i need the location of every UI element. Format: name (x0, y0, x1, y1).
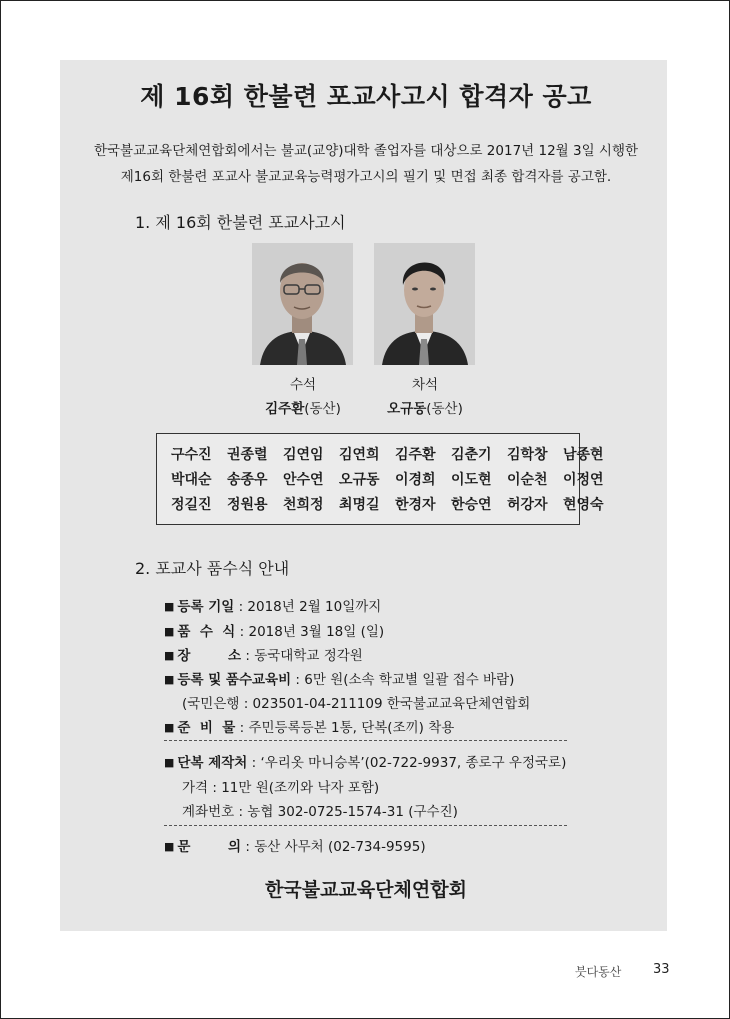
ceremony-date-label: 품 수 식 (177, 624, 236, 640)
registration-deadline-line (164, 595, 381, 615)
uniform-maker-value: : ‘우리옷 마니승복’(02-722-9937, 종로구 우정국로) (247, 755, 567, 771)
first-place-name (233, 397, 373, 417)
intro-line-2: 제16회 한불련 포교사 불교교육능력평가고시의 필기 및 면접 최종 합격자를 공고함. (120, 169, 612, 185)
preparation-label: 준 비 물 (177, 720, 236, 736)
passers-row-2 (171, 469, 608, 489)
passer-name: 정원용 (227, 497, 268, 513)
passer-name: 이정연 (563, 472, 604, 488)
passer-name: 현영숙 (563, 497, 604, 513)
second-place-name-text: 오규동 (387, 401, 427, 417)
fee-label: 등록 및 품수교육비 (177, 672, 292, 688)
venue-line (164, 644, 363, 664)
passer-name: 김춘기 (451, 447, 492, 463)
section-2-heading: 2. 포교사 품수식 안내 (135, 559, 290, 578)
passer-name: 김연희 (339, 447, 380, 463)
second-place-rank: 차석 (411, 377, 439, 393)
organization-signature: 한국불교교육단체연합회 (265, 879, 467, 901)
passer-name: 송종우 (227, 472, 268, 488)
uniform-maker-label: 단복 제작처 (177, 755, 248, 771)
venue-label: 장 소 (177, 648, 242, 664)
passer-name: 이경희 (395, 472, 436, 488)
magazine-name: 붓다동산 (575, 965, 622, 979)
passer-name: 이도현 (451, 472, 492, 488)
section-1-heading: 1. 제 16회 한불련 포교사고시 (135, 213, 346, 232)
passer-name: 안수연 (283, 472, 324, 488)
first-place-rank: 수석 (289, 377, 317, 393)
passer-name: 오규동 (339, 472, 380, 488)
fee-line (164, 668, 514, 688)
second-place-photo (374, 243, 475, 365)
contact-line (164, 835, 426, 855)
first-place-name-text: 김주환 (265, 401, 305, 417)
registration-deadline-label: 등록 기일 (177, 599, 235, 615)
venue-value: : 동국대학교 정각원 (241, 648, 363, 664)
bullet-icon: ■ (164, 625, 175, 638)
passer-name: 천희정 (283, 497, 324, 513)
passer-name: 권종렬 (227, 447, 268, 463)
preparation-value: : 주민등록등본 1통, 단복(조끼) 착용 (235, 720, 455, 736)
passer-name: 허강자 (507, 497, 548, 513)
bullet-icon: ■ (164, 756, 175, 769)
second-place-dharma-name: (동산) (426, 401, 463, 417)
bullet-icon: ■ (164, 673, 175, 686)
passers-row-1 (171, 444, 608, 464)
passer-name: 김주환 (395, 447, 436, 463)
bullet-icon: ■ (164, 600, 175, 613)
passer-name: 최명길 (339, 497, 380, 513)
dashed-divider (164, 825, 567, 826)
passers-list-box (156, 433, 604, 525)
bullet-icon: ■ (164, 721, 175, 734)
contact-label: 문 의 (177, 839, 242, 855)
second-place-name (355, 397, 495, 417)
passer-name: 남종현 (563, 447, 604, 463)
passers-row-3 (171, 494, 608, 514)
passer-name: 한경자 (395, 497, 436, 513)
bullet-icon: ■ (164, 649, 175, 662)
ceremony-date-line (164, 620, 384, 640)
passer-name: 박대순 (171, 472, 212, 488)
contact-value: : 동산 사무처 (02-734-9595) (241, 839, 426, 855)
passer-name: 정길진 (171, 497, 212, 513)
registration-deadline-value: : 2018년 2월 10일까지 (234, 599, 382, 615)
intro-line-1: 한국불교교육단체연합회에서는 불교(교양)대학 졸업자를 대상으로 2017년 12월 3일 시행한 (93, 143, 639, 159)
passer-name: 김학창 (507, 447, 548, 463)
dashed-divider (164, 740, 567, 741)
passer-name: 구수진 (171, 447, 212, 463)
passer-name: 김연임 (283, 447, 324, 463)
ceremony-date-value: : 2018년 3월 18일 (일) (235, 624, 385, 640)
bullet-icon: ■ (164, 840, 175, 853)
passer-name: 한승연 (451, 497, 492, 513)
uniform-maker-line (164, 751, 566, 771)
first-place-dharma-name: (동산) (304, 401, 341, 417)
first-place-photo (252, 243, 353, 365)
uniform-price-line: 가격 : 11만 원(조끼와 낙자 포함) (182, 780, 380, 796)
preparation-line (164, 716, 454, 736)
bank-account-line: (국민은행 : 023501-04-211109 한국불교교육단체연합회 (182, 696, 531, 712)
uniform-account-line: 계좌번호 : 농협 302-0725-1574-31 (구수진) (182, 804, 458, 820)
notice-title: 제 16회 한불련 포교사고시 합격자 공고 (140, 82, 592, 111)
page-number: 33 (653, 962, 670, 977)
passer-name: 이순천 (507, 472, 548, 488)
fee-value: : 6만 원(소속 학교별 일괄 접수 바람) (291, 672, 515, 688)
